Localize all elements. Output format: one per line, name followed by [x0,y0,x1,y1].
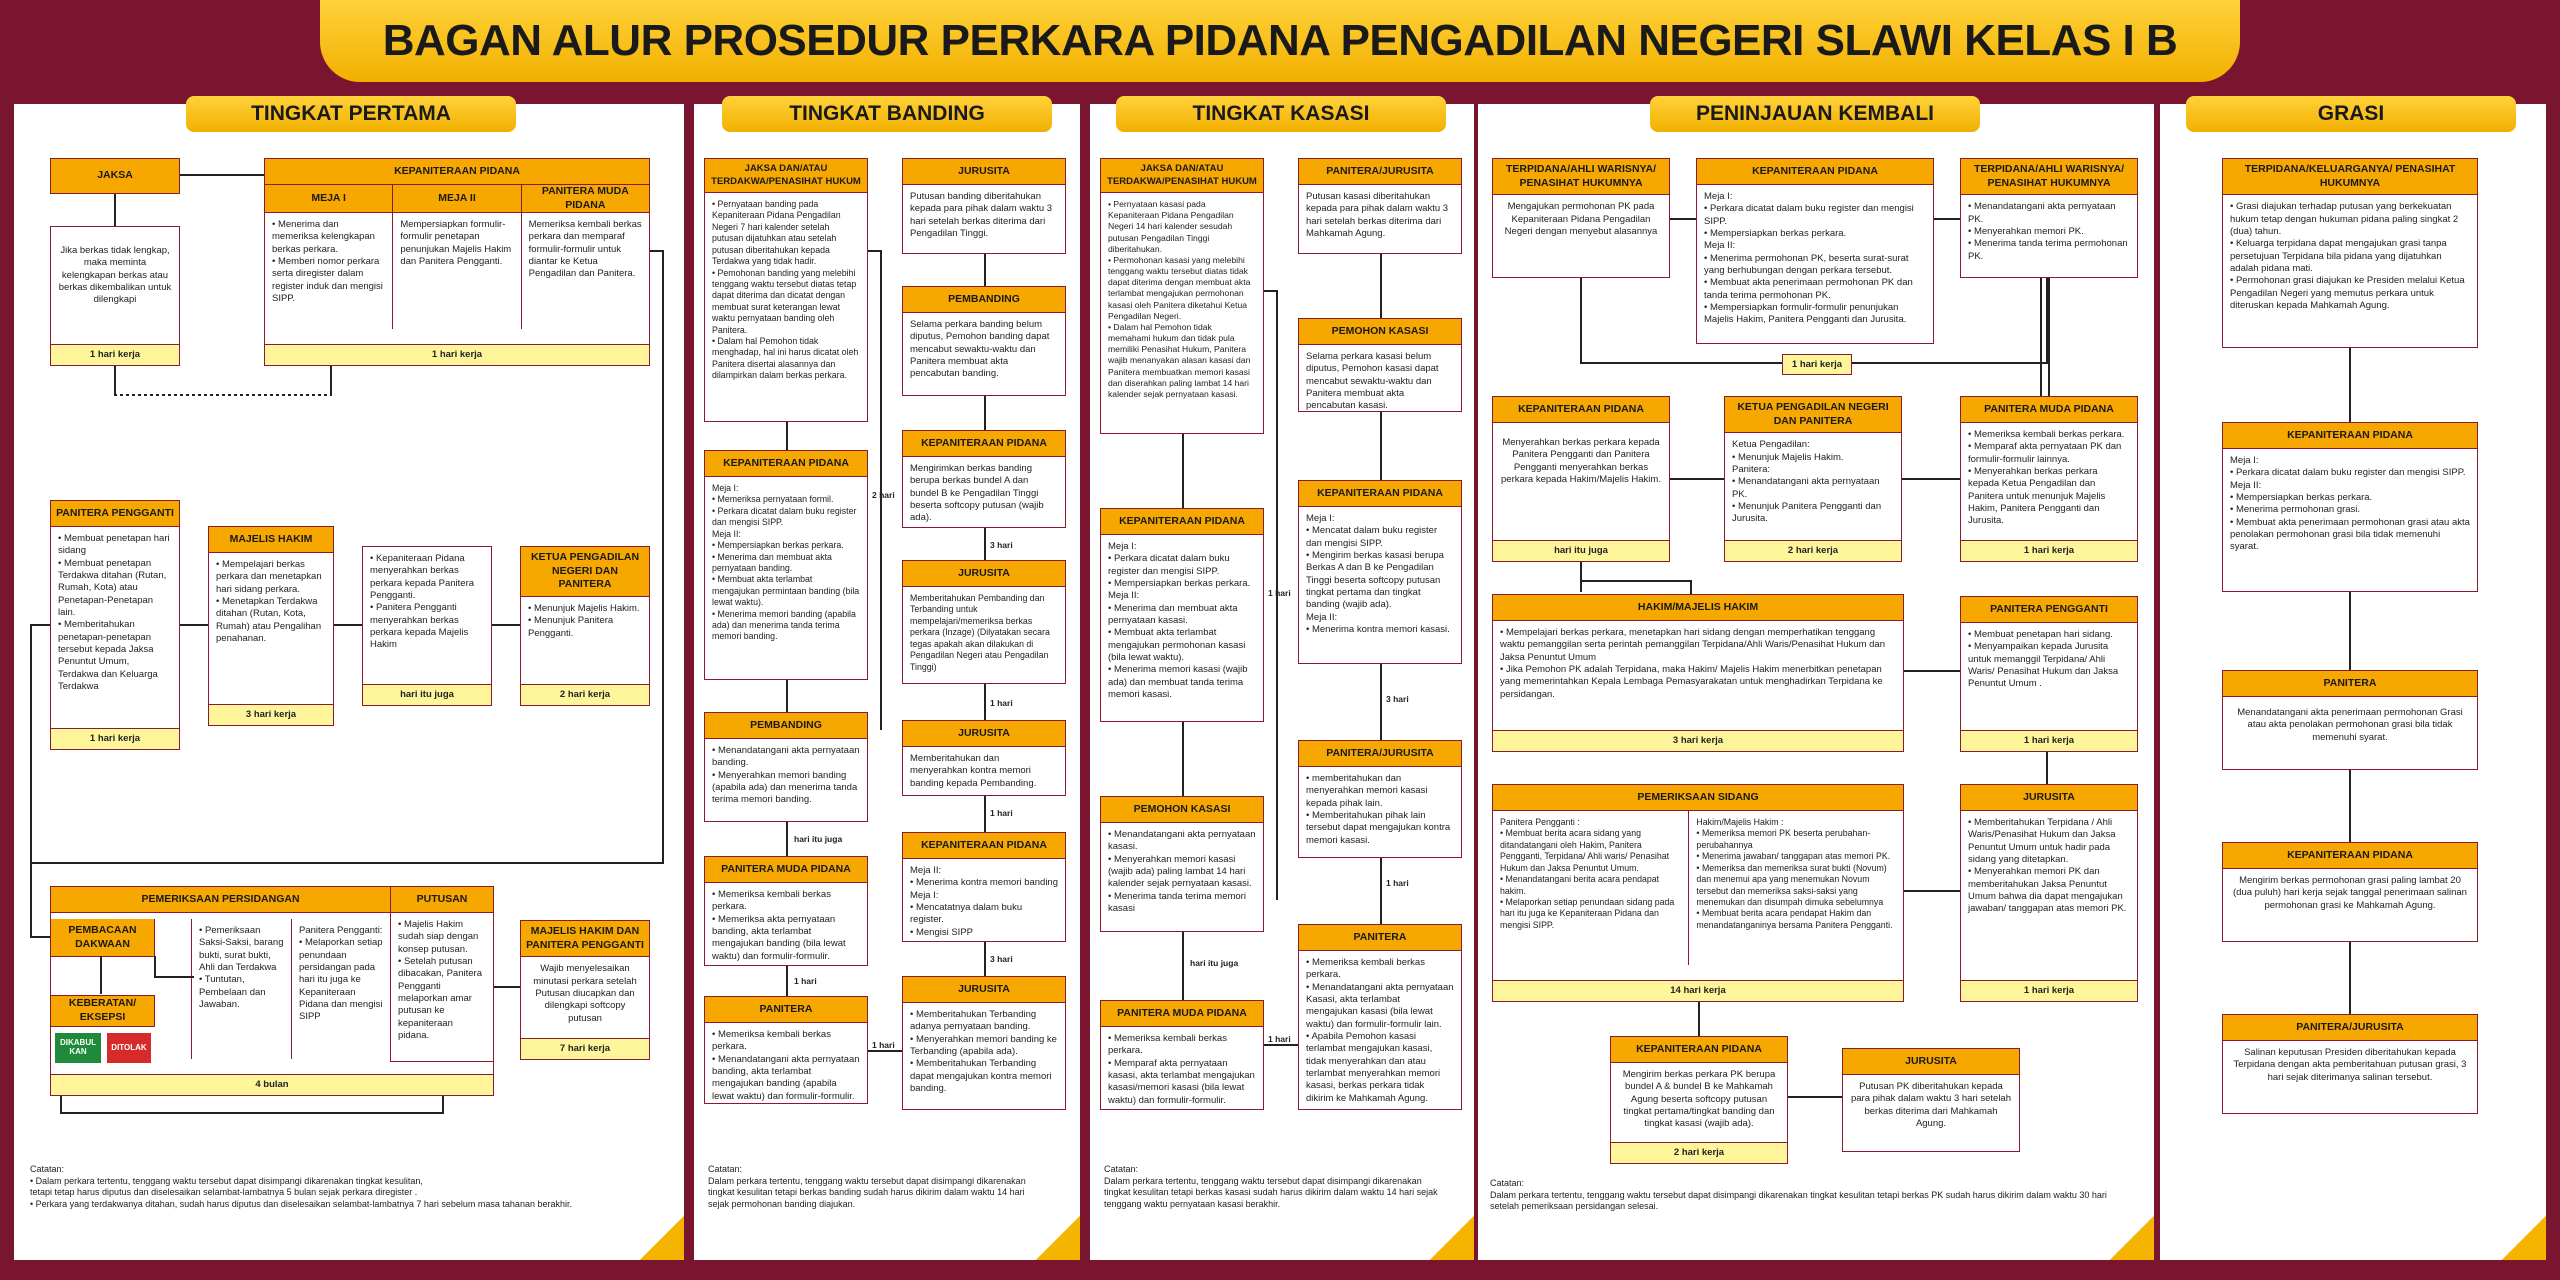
ditolak-tag: DITOLAK [107,1033,151,1063]
box-kepaniteraan-banding-1 [704,450,868,680]
meja2-body: Mempersiapkan formulir-formulir penetapan penunjukan Majelis Hakim dan Panitera Pengganti. [393,213,521,329]
box-body: • Pernyataan kasasi pada Kepaniteraan Pidana Pengadilan Negeri 14 hari kalender sesudah putusan Pengadilan Tinggi diberitahukan. • Permohonan kasasi yang melebihi tenggang waktu tersebut diatas tidak dapat diterima dengan membuat akta terlambat mengajukan permohonan kasasi oleh Panitera diketahui Ketua Pengadilan Negeri. • Dalam hal Pemohon tidak memahami hukum dan tidak pula memiliki Penasihat Hukum, Panitera wajib menanyakan alasan kasasi dan Panitera membuatkan memori kasasi dan diserahkan paling lambat 14 hari kalender sejak pernyataan kasasi. [1108,199,1251,399]
heading-grasi: GRASI [2186,96,2516,132]
label-3hari: 3 hari [1386,694,1409,704]
box-body: Selama perkara kasasi belum diputus, Pemohon kasasi dapat mencabut sewaktu-waktu dan Panitera membuat akta pencabutan kasasi. [1306,351,1439,412]
box-title: KETUA PENGADILAN NEGERI DAN PANITERA [521,547,649,597]
pemeriksaan-col1: • Pemeriksaan Saksi-Saksi, barang bukti, surat bukti, Ahli dan Terdakwa • Tuntutan, Pembelaan dan Jawaban. [191,919,291,1059]
box-body: Mengajukan permohonan PK pada Kepaniteraan Pidana Pengadilan Negeri dengan menyebut alasannya [1504,201,1658,237]
box-body: Salinan keputusan Presiden diberitahukan kepada Terpidana dengan akta pemberitahuan putusan grasi, 3 hari sejak diterimanya salinan tersebut. [2233,1047,2467,1083]
box-kepaniteraan-pk-3 [1610,1036,1788,1164]
box-footer: hari itu juga [1493,540,1669,561]
box-body: Putusan kasasi diberitahukan kepada para pihak dalam waktu 3 hari setelah berkas diterima dari Mahkamah Agung. [1306,191,1449,240]
box-title: PANITERA PENGGANTI [1961,597,2137,623]
box-title: KETUA PENGADILAN NEGERI DAN PANITERA [1725,397,1901,433]
box-title: JURUSITA [903,561,1065,587]
box-ketua-pengadilan [520,546,650,706]
label-2hari: 2 hari [872,490,895,500]
box-footer: 4 bulan [51,1074,493,1095]
box-title: KEPANITERAAN PIDANA [1493,397,1669,423]
box-kepaniteraan-banding-2 [902,430,1066,528]
panel-corner [2502,1216,2546,1260]
box-footer: 1 hari kerja [1961,730,2137,751]
box-body: Mengirim berkas permohonan grasi paling lambat 20 (dua puluh) hari kerja sejak tanggal penerimaan salinan permohonan grasi ke Mahkamah Agung. [2233,875,2467,911]
box-body: Meja I: • Mencatat dalam buku register dan mengisi SIPP. • Mengirim berkas kasasi berupa Berkas A dan B ke Pengadilan Tinggi beserta softcopy putusan tingkat pertama dan tingkat banding (wajib ada). Meja II: • Menerima kontra memori kasasi. [1306,513,1450,636]
label-3hari-a: 3 hari [990,540,1013,550]
panel-corner [1430,1216,1474,1260]
box-title: MAJELIS HAKIM DAN PANITERA PENGGANTI [521,921,649,957]
box-kepaniteraan-pidana [264,158,650,366]
box-title: JAKSA [51,159,179,193]
box-footer: hari itu juga [363,684,491,705]
main-title-bar [320,0,2240,82]
box-title: KEPANITERAAN PIDANA [265,159,649,185]
box-body: • Majelis Hakim sudah siap dengan konsep putusan. • Setelah putusan dibacakan, Panitera Pengganti melaporkan amar putusan ke kepaniteraan pidana. [398,919,482,1042]
box-jaksa-kasasi [1100,158,1264,434]
box-kepaniteraan-kasasi-1 [1100,508,1264,722]
label-1hari-b: 1 hari [1386,878,1409,888]
pk-1hari-kerja: 1 hari kerja [1782,354,1852,375]
label-hari-itu-juga: hari itu juga [1190,958,1239,968]
box-terpidana-pk-2 [1960,158,2138,278]
box-panitera-banding [704,996,868,1104]
box-body: Putusan PK diberitahukan kepada para pihak dalam waktu 3 hari setelah berkas diterima dari Mahkamah Agung. [1850,1081,2011,1130]
notes-pertama: Catatan: • Dalam perkara tertentu, tenggang waktu tersebut dapat disimpangi dikarenakan tingkat kesulitan, tetapi tetap harus diputus dan diselesaikan selambat-lambatnya 5 bulan sejak perkara diregister . • Perkara yang terdakwanya ditahan, sudah harus diputus dan diselesaikan selambat-lambatnya 7 hari sebelum masa tahanan berakhir. [30,1164,572,1210]
box-body: Meja I: • Perkara dicatat dalam buku register dan mengisi SIPP. • Mempersiapkan berkas perkara. Meja II: • Menerima permohonan PK, beserta surat-surat yang berhubungan dengan perkara tersebut. • Membuat akta penerimaan permohonan PK dan tanda terima permohonan PK. • Mempersiapkan formulir-formulir penunjukan Majelis Hakim, Panitera Pengganti dan Jurusita. [1704,191,1914,326]
dikabulkan-tag: DIKABUL KAN [55,1033,101,1063]
box-jurusita-banding-3 [902,720,1066,796]
box-pembanding-1 [902,286,1066,396]
box-body: • Membuat penetapan hari sidang • Membuat penetapan Terdakwa ditahan (Rutan, Rumah, Kota) atau Penetapan-Penetapan lain. • Memberitahukan penetapan-penetapan tersebut kepada Jaksa Penuntut Umum, Terdakwa dan Keluarga Terdakwa [58,533,170,693]
meja2-header: MEJA II [393,185,521,212]
notes-kasasi: Catatan: Dalam perkara tertentu, tenggang waktu tersebut dapat disimpangi dikarenakan tingkat kesulitan tetapi berkas kasasi sudah harus dikirim dalam waktu 14 hari sejak tenggang waktu pernyataan kasasi berakhir. [1104,1164,1438,1210]
sidang-left: Panitera Pengganti : • Membuat berita acara sidang yang ditandatangani oleh Hakim, Panitera Pengganti, Terpidana/ Ahli waris/ Penasihat Hukum dan Jaksa Penuntut Umum. • Menandatangani berita acara pendapat hakim. • Melaporkan setiap penundaan sidang pada hari itu juga ke Kepaniteraan Pidana dan mengisi SIPP. [1493,811,1689,965]
box-title: PANITERA [1299,925,1461,951]
box-title: KEPANITERAAN PIDANA [705,451,867,477]
box-title: KEPANITERAAN PIDANA [903,833,1065,859]
box-body: Memberitahukan Pembanding dan Terbanding untuk mempelajari/memeriksa berkas perkara (Inzage) (Dilyatakan secara tegas apakah akan dilakukan di Pengadilan Negeri atau Pengadilan Tinggi) [910,593,1050,672]
box-footer: 1 hari kerja [1961,980,2137,1001]
box-body: • Grasi diajukan terhadap putusan yang berkekuatan hukum tetap dengan hukuman pidana paling singkat 2 (dua) tahun. • Keluarga terpidana dapat mengajukan grasi tanpa persetujuan Terpidana bila pidana yang dijatuhkan adalah pidana mati. • Permohonan grasi diajukan ke Presiden melalui Ketua Pengadilan Negeri yang memutus perkara untuk diteruskan kepada Mahkamah Agung. [2230,201,2465,312]
box-footer: 1 hari kerja [51,728,179,749]
box-body: • Memberitahukan Terbanding adanya pernyataan banding. • Menyerahkan memori banding ke Terbanding (apabila ada). • Memberitahukan Terbanding dapat mengajukan kontra memori banding. [910,1009,1057,1095]
box-title: PANITERA [2223,671,2477,697]
box-body: • Menandatangani akta pernyataan banding. • Menyerahkan memori banding (apabila ada) dan menerima tanda terima memori banding. [712,745,860,806]
box-kepaniteraan-serah [362,546,492,706]
box-ketua-pk [1724,396,1902,562]
box-title: PEMBANDING [705,713,867,739]
box-title: TERPIDANA/AHLI WARISNYA/ PENASIHAT HUKUMNYA [1493,159,1669,195]
box-title: KEPANITERAAN PIDANA [1101,509,1263,535]
label-1hari-c: 1 hari [1268,1034,1291,1044]
box-body: Memberitahukan dan menyerahkan kontra memori banding kepada Pembanding. [910,753,1037,789]
box-majelis-panitera [520,920,650,1060]
box-body: Meja I: • Memeriksa pernyataan formil. • Perkara dicatat dalam buku register dan mengisi SIPP. Meja II: • Mempersiapkan berkas perkara. • Menerima dan membuat akta pernyataan banding. • Membuat akta terlambat mengajukan permintaan banding (bila lewat waktu). • Menerima memori banding (apabila ada) dan menerima tanda terima memori banding. [712,483,860,642]
label-1hari-d: 1 hari [872,1040,895,1050]
box-pmp-kasasi [1100,1000,1264,1110]
box-jaksa-banding [704,158,868,422]
box-body: • Memeriksa kembali berkas perkara. • Memparaf akta pernyataan kasasi, akta terlambat mengajukan kasasi/memori kasasi (bila lewat waktu) dan formulir-formulir. [1108,1033,1255,1106]
box-title: PEMBANDING [903,287,1065,313]
box-title: PANITERA/JURUSITA [2223,1015,2477,1041]
box-kepaniteraan-pk-1 [1696,158,1934,344]
box-pj-kasasi-1 [1298,158,1462,254]
box-title: HAKIM/MAJELIS HAKIM [1493,595,1903,621]
box-footer: 3 hari kerja [1493,730,1903,751]
label-1hari-a: 1 hari [990,698,1013,708]
box-panitera-pengganti [50,500,180,750]
box-title: JURUSITA [903,159,1065,185]
box-kepaniteraan-grasi-2 [2222,842,2478,942]
box-footer: 1 hari kerja [51,344,179,365]
box-title: PEMOHON KASASI [1299,319,1461,345]
box-footer: 14 hari kerja [1493,980,1903,1001]
box-pp-pk [1960,596,2138,752]
box-title: KEPANITERAAN PIDANA [1611,1037,1787,1063]
box-body: • Membuat penetapan hari sidang. • Menyampaikan kepada Jurusita untuk memanggil Terpidana/ Ahli Waris/ Penasihat Hukum dan Jaksa Penuntut Umum . [1968,629,2119,690]
box-title: PANITERA MUDA PIDANA [1961,397,2137,423]
box-title: KEPANITERAAN PIDANA [1299,481,1461,507]
box-pemohon-kasasi-1 [1298,318,1462,412]
box-body: • Mempelajari berkas perkara dan menetapkan hari sidang perkara. • Menetapkan Terdakwa ditahan (Rutan, Kota, Rumah) atau Pengalihan penahanan. [216,559,322,645]
box-putusan [390,886,494,1062]
label-1hari-b: 1 hari [990,808,1013,818]
box-pmp-banding [704,856,868,966]
box-footer: 7 hari kerja [521,1038,649,1059]
box-body: • memberitahukan dan menyerahkan memori kasasi kepada pihak lain. • Memberitahukan pihak lain tersebut dapat mengajukan kontra memori kasasi. [1306,773,1451,846]
box-body: Selama perkara banding belum diputus, Pemohon banding dapat mencabut sewaktu-waktu dan Panitera membuat akta pencabutan banding. [910,319,1050,380]
box-title: MAJELIS HAKIM [209,527,333,553]
box-footer: 1 hari kerja [1961,540,2137,561]
box-pj-kasasi-2 [1298,740,1462,858]
box-footer: 2 hari kerja [521,684,649,705]
panel-corner [2110,1216,2154,1260]
box-title: PANITERA/JURUSITA [1299,159,1461,185]
box-body: • Memeriksa kembali berkas perkara. • Memeriksa akta pernyataan banding, akta terlambat mengajukan banding (bila lewat waktu) dan formulir-formulir. [712,889,846,962]
box-jaksa-detail [50,226,180,366]
box-title: JURUSITA [903,977,1065,1003]
box-body: • Kepaniteraan Pidana menyerahkan berkas perkara kepada Panitera Pengganti. • Panitera Pengganti menyerahkan berkas perkara kepada Majelis Hakim [370,553,475,651]
label-3hari-b: 3 hari [990,954,1013,964]
box-title: PEMERIKSAAN SIDANG [1493,785,1903,811]
heading-tingkat-pertama: TINGKAT PERTAMA [186,96,516,132]
box-jurusita-pk-2 [1842,1048,2020,1152]
box-title: JURUSITA [903,721,1065,747]
box-body: • Memeriksa kembali berkas perkara. • Menandatangani akta pernyataan banding, akta terlambat mengajukan banding (apabila lewat waktu) dan formulir-formulir. [712,1029,860,1102]
box-body: • Menunjuk Majelis Hakim. • Menunjuk Panitera Pengganti. [528,602,640,639]
box-kepaniteraan-grasi-1 [2222,422,2478,592]
label-1hari-a: 1 hari [1268,588,1291,598]
pembacaan-dakwaan: PEMBACAAN DAKWAAN [51,919,155,957]
pemeriksaan-col2: Panitera Pengganti: • Melaporkan setiap penundaan persidangan pada hari itu juga ke Kepaniteraan Pidana dan mengisi SIPP [291,919,391,1059]
box-body: • Menandatangani akta pernyataan kasasi. • Menyerahkan memori kasasi (wajib ada) paling lambat 14 hari kalender sejak pernyataan kasasi. • Menerima tanda terima memori kasasi [1108,829,1256,915]
box-title: JAKSA DAN/ATAU TERDAKWA/PENASIHAT HUKUM [1101,159,1263,193]
box-body: Meja I: • Perkara dicatat dalam buku register dan mengisi SIPP. • Mempersiapkan berkas perkara. Meja II: • Menerima dan membuat akta pernyataan kasasi. • Membuat akta terlambat mengajukan permohonan kasasi (bila lewat waktu). • Menerima memori kasasi (wajib ada) dan membuat tanda terima memori kasasi. [1108,541,1251,701]
box-title: PANITERA MUDA PIDANA [1101,1001,1263,1027]
pmp-body: Memeriksa kembali berkas perkara dan memparaf formulir-formulir untuk diantar ke Ketua Pengadilan dan Panitera. [528,219,642,280]
box-title: KEPANITERAAN PIDANA [2223,843,2477,869]
box-title: PANITERA MUDA PIDANA [705,857,867,883]
box-body: Jika berkas tidak lengkap, maka meminta kelengkapan berkas atau berkas dikembalikan untuk dilengkapi [58,245,172,306]
box-body: • Pernyataan banding pada Kepaniteraan Pidana Pengadilan Negeri 7 hari kalender setelah putusan dijatuhkan atau setelah putusan diberitahukan kepada Terdakwa yang tidak hadir. • Pemohonan banding yang melebihi tenggang waktu tersebut diatas tetap dapat diterima dan dicatat dengan membuat surat keterangan lewat waktu pernyataan banding oleh Panitera. • Dalam hal Pemohon tidak menghadap, hal ini harus dicatat oleh Panitera disertai alasannya dan dilampirkan dalam berkas perkara. [712,199,859,381]
box-title: KEPANITERAAN PIDANA [903,431,1065,457]
meja1-body: • Menerima dan memeriksa kelengkapan berkas perkara. • Memberi nomor perkara serta diregister dalam register induk dan mengisi SIPP. [265,213,393,329]
box-title: PANITERA [705,997,867,1023]
box-body: Mengirim berkas perkara PK berupa bundel A & bundel B ke Mahkamah Agung beserta softcopy putusan tingkat pertama/tingkat banding dan tingkat kasasi (wajib ada). [1622,1069,1776,1130]
box-title: KEPANITERAAN PIDANA [2223,423,2477,449]
box-body: • Memeriksa kembali berkas perkara. • Menandatangani akta pernyataan Kasasi, akta terlambat mengajukan kasasi (bila lewat waktu) dan formulir-formulir lain. • Apabila Pemohon kasasi terlambat mengajukan kasasi, tidak menyerahkan dan atau terlambat menyerahkan memori kasasi, berkas perkara tidak dikirim ke Mahkamah Agung. [1306,957,1454,1104]
box-title: PANITERA PENGGANTI [51,501,179,527]
meja1-header: MEJA I [265,185,393,212]
box-pemohon-kasasi-2 [1100,796,1264,932]
box-footer: 2 hari kerja [1725,540,1901,561]
box-title: JURUSITA [1961,785,2137,811]
box-title: PANITERA/JURUSITA [1299,741,1461,767]
box-body: Putusan banding diberitahukan kepada para pihak dalam waktu 3 hari setelah berkas diterima dari Pengadilan Tinggi. [910,191,1053,240]
box-panitera-grasi [2222,670,2478,770]
box-pemeriksaan-sidang-pk [1492,784,1904,1002]
box-jurusita-banding-4 [902,976,1066,1110]
box-pmp-pk [1960,396,2138,562]
box-hakim-pk [1492,594,1904,752]
box-body: • Menandatangani akta pernyataan PK. • Menyerahkan memori PK. • Menerima tanda terima permohonan PK. [1968,201,2128,262]
box-kepaniteraan-pk-2 [1492,396,1670,562]
label-hari-itu-juga: hari itu juga [794,834,843,844]
box-terpidana-grasi [2222,158,2478,348]
box-body: • Memeriksa kembali berkas perkara. • Memparaf akta pernyataan PK dan formulir-formulir lainnya. • Menyerahkan berkas perkara kepada Ketua Pengadilan dan Panitera untuk menunjuk Majelis Hakim, Panitera Pengganti dan Jurusita. [1968,429,2125,527]
box-jurusita-banding-1 [902,158,1066,254]
box-body: Ketua Pengadilan: • Menunjuk Majelis Hakim. Panitera: • Menandatangani akta pernyataan PK. • Menunjuk Panitera Pengganti dan Jurusita. [1732,439,1882,525]
box-body: Meja I: • Perkara dicatat dalam buku register dan mengisi SIPP. Meja II: • Mempersiapkan berkas perkara. • Menerima permohonan grasi. • Membuat akta penerimaan permohonan grasi atau akta penolakan permohonan grasi bila tidak memenuhi syarat. [2230,455,2470,553]
box-kepaniteraan-kasasi-2 [1298,480,1462,664]
box-pembanding-2 [704,712,868,822]
box-title: PEMOHON KASASI [1101,797,1263,823]
box-body: • Mempelajari berkas perkara, menetapkan hari sidang dengan memperhatikan tenggang waktu pemanggilan serta perintah pemanggilan Terpidana/Ahli Waris/Penasihat Hukum dan Jaksa Penuntut Umum • Jika Pemohon PK adalah Terpidana, maka Hakim/ Majelis Hakim menerbitkan penetapan yang memerintahkan Kepala Lembaga Pemasyarakatan untuk menghadirkan Terpidana ke persidangan. [1500,627,1885,700]
box-body: • Memberitahukan Terpidana / Ahli Waris/Penasihat Hukum dan Jaksa Penuntut Umum untuk hadir pada sidang yang ditetapkan. • Menyerahkan memori PK dan memberitahukan Jaksa Penuntut Umum bahwa dia dapat mengajukan jawaban/ tanggapan atas memori PK. [1968,817,2127,915]
box-kepaniteraan-banding-3 [902,832,1066,942]
box-footer: 1 hari kerja [265,344,649,365]
label-1hari-c: 1 hari [794,976,817,986]
box-title: PUTUSAN [391,887,493,913]
panel-corner [640,1216,684,1260]
box-title: JURUSITA [1843,1049,2019,1075]
box-terpidana-pk-1 [1492,158,1670,278]
box-body: Menandatangani akta penerimaan permohonan Grasi atau akta penolakan permohonan grasi bila tidak memenuhi syarat. [2237,707,2463,743]
box-title: KEPANITERAAN PIDANA [1697,159,1933,185]
box-body: Wajib menyelesaikan minutasi perkara setelah Putusan diucapkan dan dilengkapi softcopy putusan [533,963,637,1024]
box-jurusita-pk [1960,784,2138,1002]
pmp-header: PANITERA MUDA PIDANA [522,185,649,212]
sidang-right: Hakim/Majelis Hakim : • Memeriksa memori PK beserta perubahan-perubahannya • Menerima jawaban/ tanggapan atas memori PK. • Memeriksa dan memeriksa surat bukti (Novum) dan menemui apa yang menemukan Novum tersebut dan memeriksa saksi-saksi yang menemukan dan disumpah dimuka sebelumnya • Membuat berita acara pendapat Hakim dan menandatanganinya bersama Panitera Pengganti. [1696,817,1893,930]
panel-corner [1036,1216,1080,1260]
box-title: PEMERIKSAAN PERSIDANGAN [51,887,391,913]
box-title: TERPIDANA/AHLI WARISNYA/ PENASIHAT HUKUMNYA [1961,159,2137,195]
box-jurusita-banding-2 [902,560,1066,684]
heading-tingkat-banding: TINGKAT BANDING [722,96,1052,132]
box-body: Mengirimkan berkas banding berupa berkas bundel A dan bundel B ke Pengadilan Tinggi beserta softcopy putusan (wajib ada). [910,463,1044,524]
main-title: BAGAN ALUR PROSEDUR PERKARA PIDANA PENGADILAN NEGERI SLAWI KELAS I B [382,16,2178,65]
box-body: Menyerahkan berkas perkara kepada Panitera Pengganti dan Panitera Pengganti menyerahkan berkas perkara kepada Hakim/Majelis Hakim. [1501,437,1661,486]
box-pj-grasi [2222,1014,2478,1114]
heading-tingkat-kasasi: TINGKAT KASASI [1116,96,1446,132]
box-title: TERPIDANA/KELUARGANYA/ PENASIHAT HUKUMNYA [2223,159,2477,195]
box-body: Meja II: • Menerima kontra memori banding Meja I: • Mencatatnya dalam buku register. • Mengisi SIPP [910,865,1059,938]
box-panitera-kasasi [1298,924,1462,1110]
keberatan-eksepsi: KEBERATAN/ EKSEPSI [51,995,155,1027]
heading-peninjauan-kembali: PENINJAUAN KEMBALI [1650,96,1980,132]
notes-pk: Catatan: Dalam perkara tertentu, tenggang waktu tersebut dapat disimpangi dikarenakan tingkat kesulitan tetapi berkas PK sudah harus dikirim dalam waktu 30 hari setelah pemeriksaan persidangan selesai. [1490,1178,2107,1212]
box-title: JAKSA DAN/ATAU TERDAKWA/PENASIHAT HUKUM [705,159,867,193]
box-jaksa [50,158,180,194]
box-majelis-hakim [208,526,334,726]
box-footer: 3 hari kerja [209,704,333,725]
notes-banding: Catatan: Dalam perkara tertentu, tenggang waktu tersebut dapat disimpangi dikarenakan tingkat kesulitan tetapi berkas banding sudah harus dikirim dalam waktu 14 hari sejak permohonan banding diajukan. [708,1164,1026,1210]
box-footer: 2 hari kerja [1611,1142,1787,1163]
